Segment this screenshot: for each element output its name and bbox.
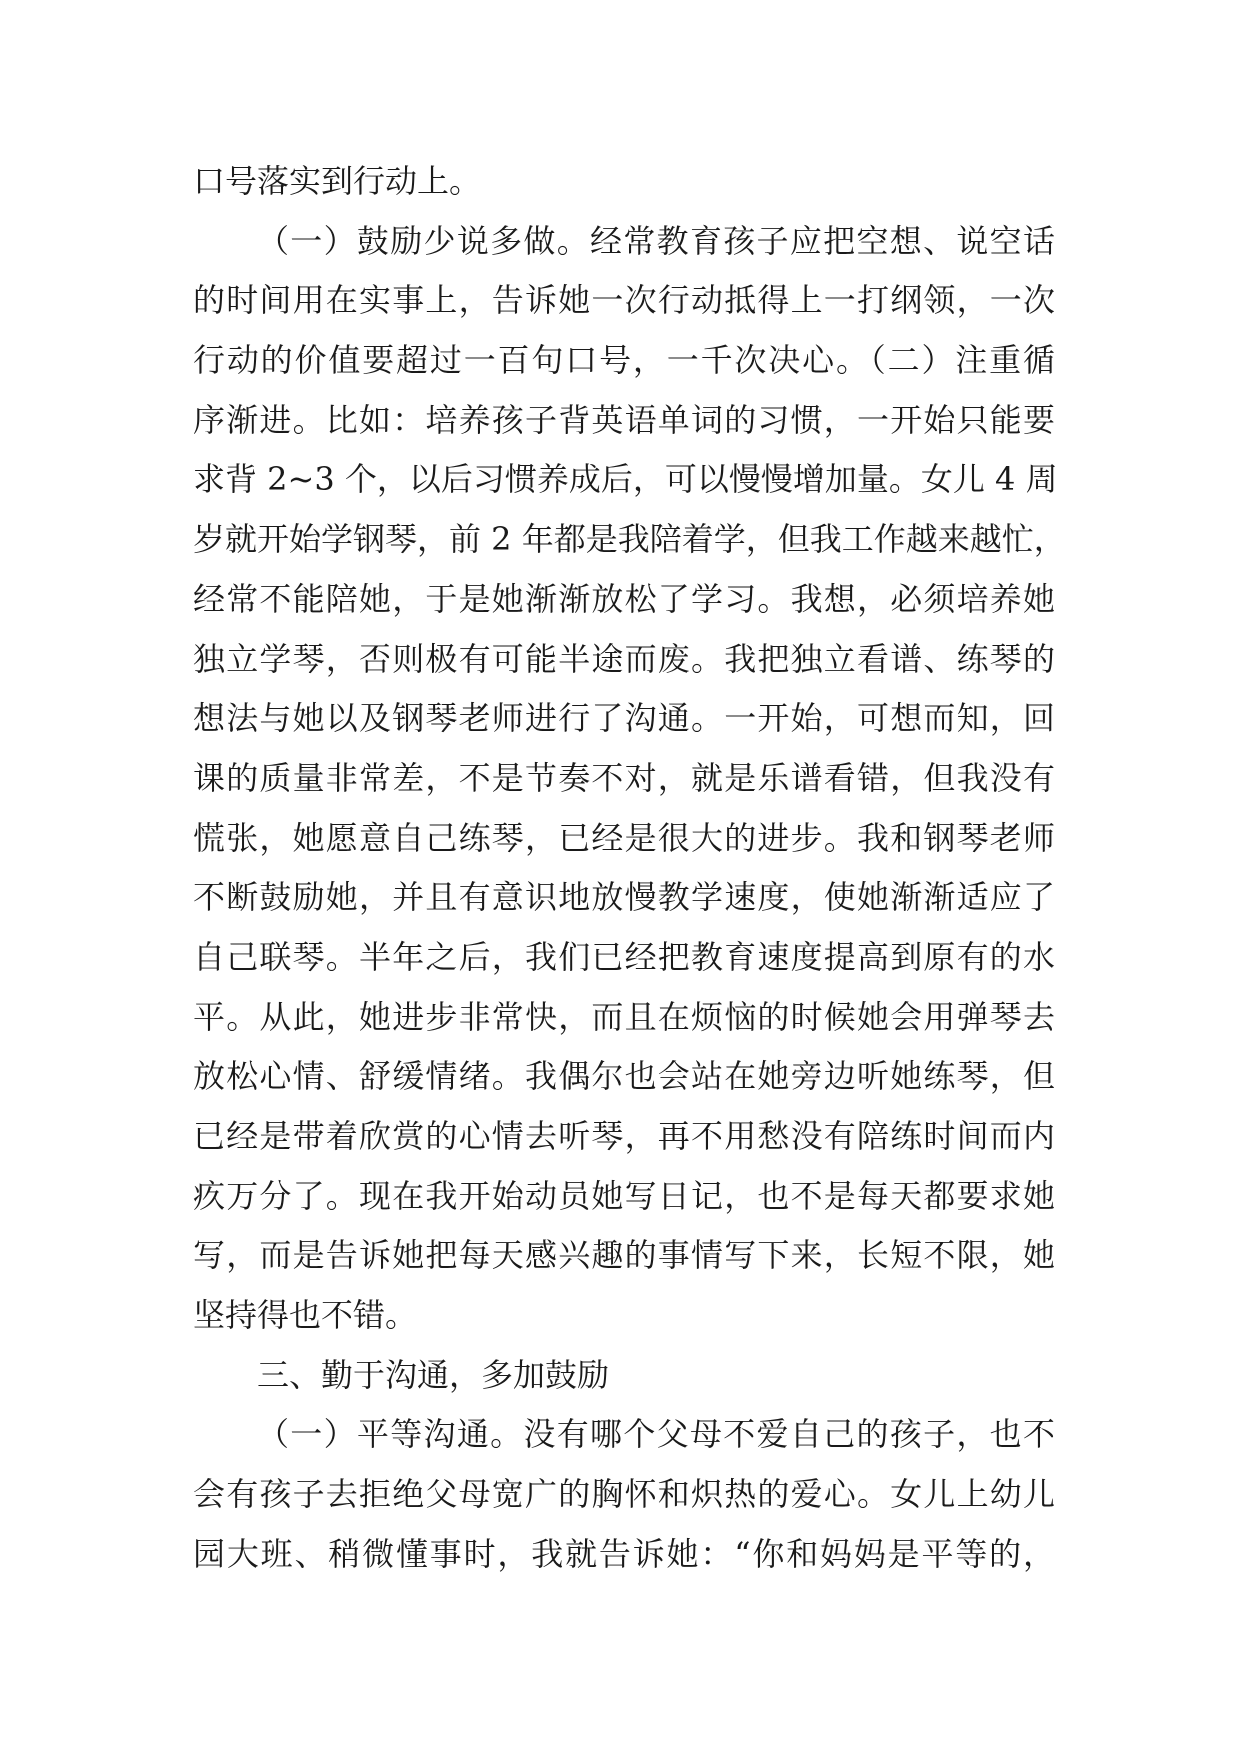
text-line: 已经是带着欣赏的心情去听琴，再不用愁没有陪练时间而内 xyxy=(193,1117,1055,1155)
text-line: 的时间用在实事上，告诉她一次行动抵得上一打纲领，一次 xyxy=(193,281,1055,320)
text-line: 想法与她以及钢琴老师进行了沟通。一开始，可想而知，回 xyxy=(193,699,1055,738)
text-line: 行动的价值要超过一百句口号，一千次决心。（二）注重循 xyxy=(193,341,1055,380)
text-line: 不断鼓励她，并且有意识地放慢教学速度，使她渐渐适应了 xyxy=(193,878,1055,917)
text-line: 求背 2~3 个，以后习惯养成后，可以慢慢增加量。女儿 4 周 xyxy=(193,460,1058,499)
text-line: 自己联琴。半年之后，我们已经把教育速度提高到原有的水 xyxy=(193,937,1055,976)
text-line: 慌张，她愿意自己练琴，已经是很大的进步。我和钢琴老师 xyxy=(193,818,1055,857)
paragraph-start-line: （一）鼓励少说多做。经常教育孩子应把空想、说空话 xyxy=(257,221,1055,260)
text-line: 岁就开始学钢琴，前 2 年都是我陪着学，但我工作越来越忙， xyxy=(193,520,1066,559)
text-line: 经常不能陪她，于是她渐渐放松了学习。我想，必须培养她 xyxy=(193,579,1055,618)
section-heading: 三、勤于沟通，多加鼓励 xyxy=(257,1355,610,1394)
text-line: 平。从此，她进步非常快，而且在烦恼的时候她会用弹琴去 xyxy=(193,997,1055,1036)
text-line: 会有孩子去拒绝父母宽广的胸怀和炽热的爱心。女儿上幼儿 xyxy=(193,1475,1055,1514)
text-line: 园大班、稍微懂事时，我就告诉她：“你和妈妈是平等的， xyxy=(193,1534,1055,1573)
text-line: 放松心情、舒缓情绪。我偶尔也会站在她旁边听她练琴，但 xyxy=(193,1057,1055,1096)
body-text xyxy=(193,152,1066,1585)
text-line: 序渐进。比如：培养孩子背英语单词的习惯，一开始只能要 xyxy=(193,400,1055,439)
text-line: 课的质量非常差，不是节奏不对，就是乐谱看错，但我没有 xyxy=(193,758,1055,797)
text-line: 独立学琴，否则极有可能半途而废。我把独立看谱、练琴的 xyxy=(193,639,1055,678)
text-line: 疚万分了。现在我开始动员她写日记，也不是每天都要求她 xyxy=(193,1176,1055,1215)
paragraph-start-line: （一）平等沟通。没有哪个父母不爱自己的孩子，也不 xyxy=(257,1415,1055,1454)
text-line: 口号落实到行动上。 xyxy=(193,162,482,200)
text-line: 坚持得也不错。 xyxy=(193,1296,418,1335)
text-line: 写，而是告诉她把每天感兴趣的事情写下来，长短不限，她 xyxy=(193,1236,1055,1275)
